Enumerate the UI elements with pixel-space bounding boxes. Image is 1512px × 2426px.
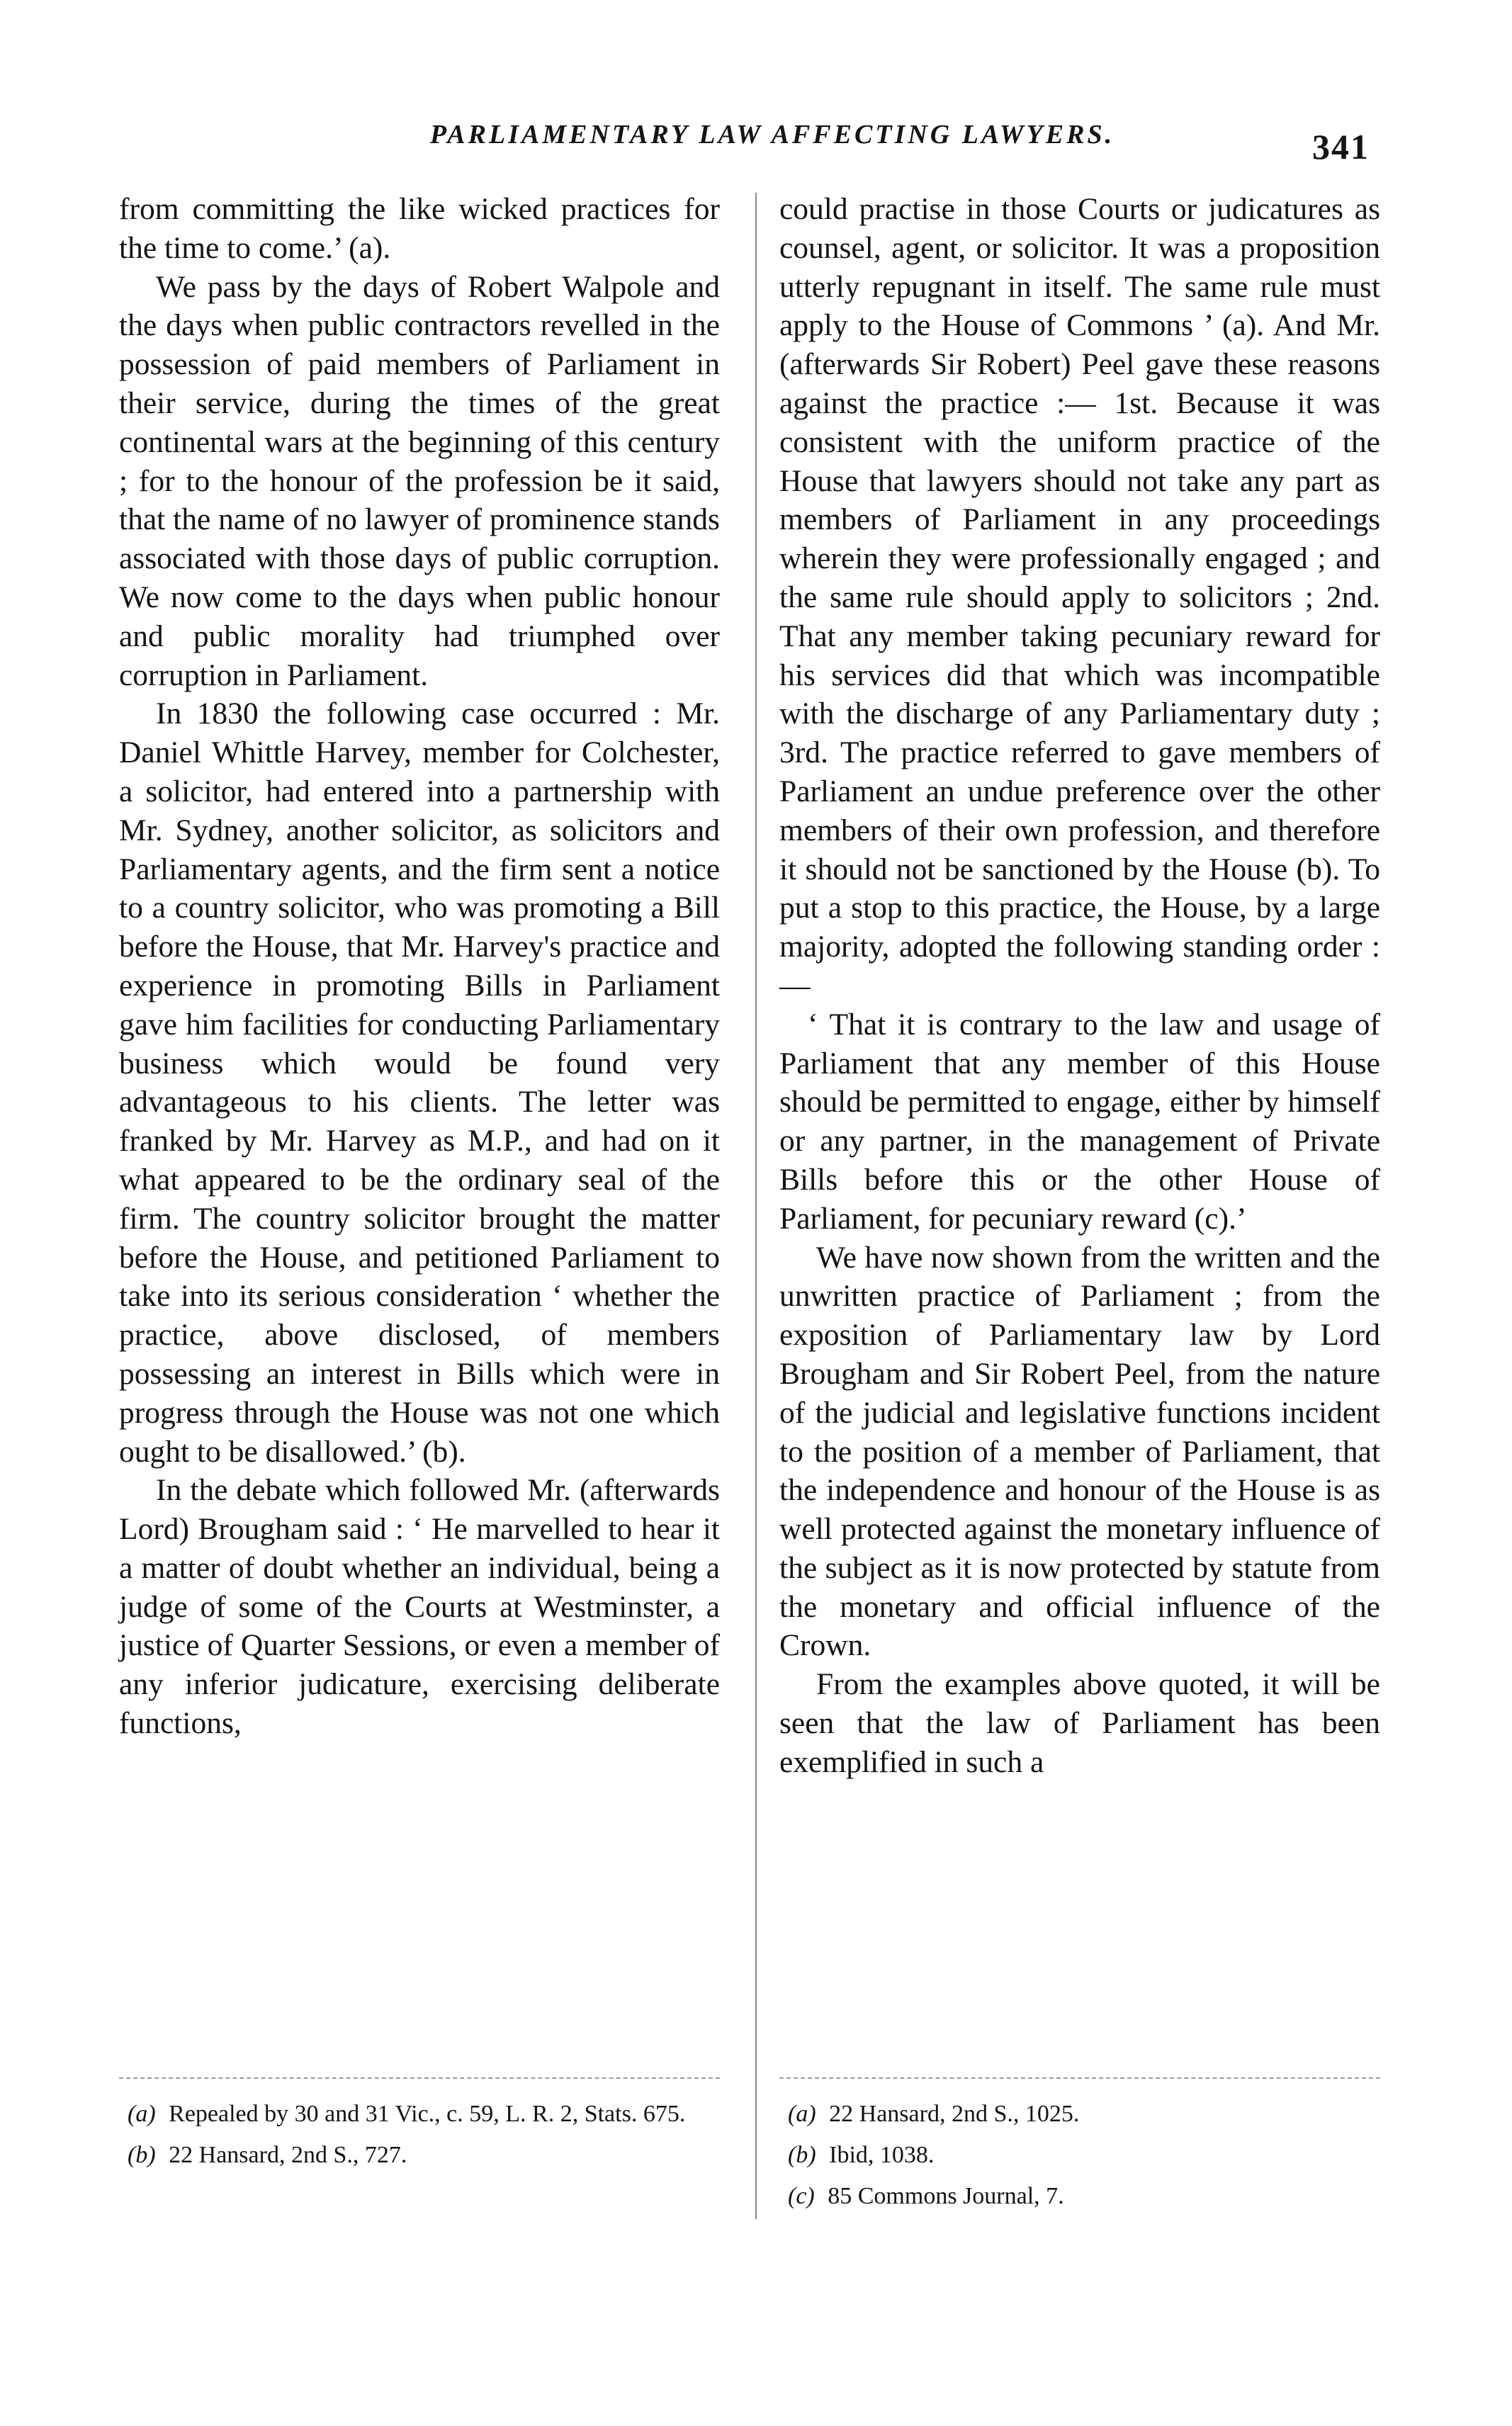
footnote <box>779 2181 1380 2212</box>
footnotes-right <box>779 2099 1380 2222</box>
running-title: PARLIAMENTARY LAW AFFECTING LAWYERS. <box>429 120 1115 149</box>
footnote <box>119 2140 720 2171</box>
paragraph: In the debate which followed Mr. (afterwards Lord) Brougham said : ‘ He marvelled to hear it a matter of doubt whether an individual, being a judge of some of the Courts at Westminster, a justice of Quarter Sessions, or even a member of any inferior judicature, exercising deliberate functions, <box>119 1473 720 1741</box>
footnote-text: 22 Hansard, 2nd S., 1025. <box>829 2101 1080 2127</box>
paragraph: We pass by the days of Robert Walpole and the days when public contractors revelled in the possession of paid members of Parliament in their service, during the times of the great continental wars at the beginning of this century ; for to the honour of the profession be it said, that the name of no lawyer of prominence stands associated with those days of public corruption. We now come to the days when public honour and public morality had triumphed over corruption in Parliament. <box>119 269 720 692</box>
page-number: 341 <box>1312 127 1370 167</box>
footnotes-left <box>119 2099 720 2181</box>
paragraph: From the examples above quoted, it will be seen that the law of Parliament has been exemplified in such a <box>779 1667 1380 1779</box>
footnote <box>119 2099 720 2130</box>
footnote-divider <box>119 2077 720 2079</box>
column-divider <box>755 193 757 2219</box>
standing-order-quote: ‘ That it is contrary to the law and usage of Parliament that any member of this House should be permitted to engage, either by himself or any partner, in the management of Private Bills before this or the other House of Parliament, for pecuniary reward (c).’ <box>779 1007 1380 1236</box>
footnote <box>779 2140 1380 2171</box>
footnote-mark: (a) <box>128 2101 156 2127</box>
footnote-text: 22 Hansard, 2nd S., 727. <box>169 2142 407 2168</box>
footnote-mark: (b) <box>128 2142 156 2168</box>
paragraph: from committing the like wicked practices for the time to come.’ (a). <box>119 192 720 265</box>
footnote <box>779 2099 1380 2130</box>
paragraph: In 1830 the following case occurred : Mr. Daniel Whittle Harvey, member for Colchester, a solicitor, had entered into a partnership with Mr. Sydney, another solicitor, as solicitors and Parliamentary agents, and the firm sent a notice to a country solicitor, who was promoting a Bill before the House, that Mr. Harvey's practice and experience in promoting Bills in Parliament gave him facilities for conducting Parliamentary business which would be found very advantageous to his clients. The letter was franked by Mr. Harvey as M.P., and had on it what appeared to be the ordinary seal of the firm. The country solicitor brought the matter before the House, and petitioned Parliament to take into its serious consideration ‘ whether the practice, above disclosed, of members possessing an interest in Bills which were in progress through the House was not one which ought to be disallowed.’ (b). <box>119 696 720 1469</box>
footnote-text: Ibid, 1038. <box>829 2142 935 2168</box>
footnote-mark: (b) <box>788 2142 816 2168</box>
footnote-text: Repealed by 30 and 31 Vic., c. 59, L. R. 2, Stats. 675. <box>169 2101 686 2127</box>
footnote-mark: (c) <box>788 2183 815 2209</box>
paragraph: We have now shown from the written and the unwritten practice of Parliament ; from the exposition of Parliamentary law by Lord Brougham and Sir Robert Peel, from the nature of the judicial and legislative functions incident to the position of a member of Parliament, that the independence and honour of the House is as well protected against the monetary influence of the subject as it is now protected by statute from the monetary and official influence of the Crown. <box>779 1240 1380 1663</box>
right-column <box>779 190 1380 1782</box>
footnote-divider <box>779 2077 1380 2079</box>
footnote-mark: (a) <box>788 2101 816 2127</box>
left-column <box>119 190 720 1743</box>
paragraph: could practise in those Courts or judicatures as counsel, agent, or solicitor. It was a proposition utterly repugnant in itself. The same rule must apply to the House of Commons ’ (a). And Mr. (afterwards Sir Robert) Peel gave these reasons against the practice :— 1st. Because it was consistent with the uniform practice of the House that lawyers should not take any part as members of Parliament in any proceedings wherein they were professionally engaged ; and the same rule should apply to solicitors ; 2nd. That any member taking pecuniary reward for his services did that which was incompatible with the discharge of any Parliamentary duty ; 3rd. The practice referred to gave members of Parliament an undue preference over the other members of their own profession, and therefore it should not be sanctioned by the House (b). To put a stop to this practice, the House, by a large majority, adopted the following standing order :— <box>779 192 1380 1003</box>
footnote-text: 85 Commons Journal, 7. <box>828 2183 1064 2209</box>
